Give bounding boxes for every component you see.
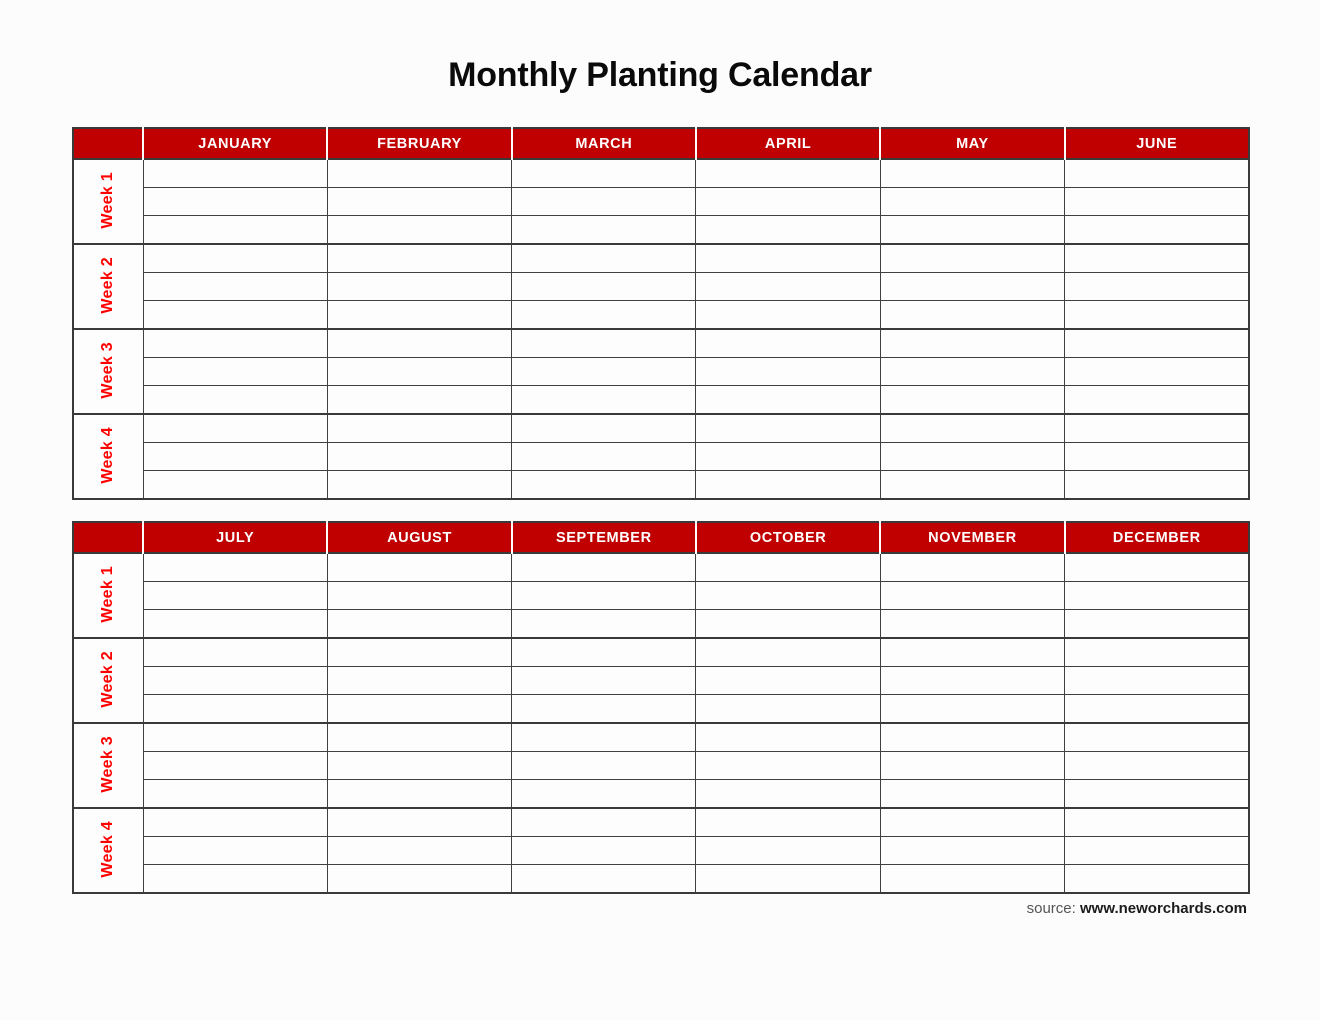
entry-cell[interactable]	[512, 780, 696, 809]
entry-cell[interactable]	[880, 471, 1064, 500]
table-row	[73, 188, 1249, 216]
table-body-second-half	[73, 553, 1249, 893]
entry-cell[interactable]	[512, 471, 696, 500]
entry-cell[interactable]	[327, 837, 511, 865]
entry-cell[interactable]	[512, 414, 696, 443]
table-row	[73, 386, 1249, 415]
entry-cell[interactable]	[696, 638, 880, 667]
entry-cell[interactable]	[1065, 443, 1249, 471]
entry-cell[interactable]	[327, 188, 511, 216]
entry-cell[interactable]	[696, 752, 880, 780]
entry-cell[interactable]	[880, 301, 1064, 330]
month-header-june: JUNE	[1065, 128, 1249, 159]
entry-cell[interactable]	[512, 216, 696, 245]
entry-cell[interactable]	[880, 752, 1064, 780]
week-label-cell-2	[73, 638, 143, 723]
entry-cell[interactable]	[327, 582, 511, 610]
month-header-march: MARCH	[512, 128, 696, 159]
entry-cell[interactable]	[327, 443, 511, 471]
entry-cell[interactable]	[512, 610, 696, 639]
entry-cell[interactable]	[696, 553, 880, 582]
entry-cell[interactable]	[143, 638, 327, 667]
entry-cell[interactable]	[512, 443, 696, 471]
table-row	[73, 329, 1249, 358]
entry-cell[interactable]	[327, 414, 511, 443]
entry-cell[interactable]	[143, 695, 327, 724]
entry-cell[interactable]	[512, 638, 696, 667]
week-label-cell-4	[73, 414, 143, 499]
week-label-cell-1	[73, 553, 143, 638]
entry-cell[interactable]	[880, 667, 1064, 695]
entry-cell[interactable]	[1065, 582, 1249, 610]
entry-cell[interactable]	[1065, 780, 1249, 809]
week-label-cell-3	[73, 329, 143, 414]
entry-cell[interactable]	[143, 808, 327, 837]
month-header-december: DECEMBER	[1065, 522, 1249, 553]
month-header-september: SEPTEMBER	[512, 522, 696, 553]
entry-cell[interactable]	[696, 443, 880, 471]
entry-cell[interactable]	[880, 244, 1064, 273]
table-row	[73, 216, 1249, 245]
table-row	[73, 865, 1249, 894]
entry-cell[interactable]	[1065, 188, 1249, 216]
month-header-august: AUGUST	[327, 522, 511, 553]
entry-cell[interactable]	[143, 188, 327, 216]
entry-cell[interactable]	[512, 808, 696, 837]
entry-cell[interactable]	[696, 808, 880, 837]
entry-cell[interactable]	[327, 865, 511, 894]
table-row	[73, 667, 1249, 695]
entry-cell[interactable]	[143, 865, 327, 894]
table-row	[73, 553, 1249, 582]
entry-cell[interactable]	[143, 443, 327, 471]
entry-cell[interactable]	[512, 723, 696, 752]
month-header-row	[73, 522, 1249, 553]
week-label-text: Week 4	[99, 820, 117, 878]
entry-cell[interactable]	[880, 386, 1064, 415]
entry-cell[interactable]	[1065, 837, 1249, 865]
entry-cell[interactable]	[880, 414, 1064, 443]
table-row	[73, 582, 1249, 610]
entry-cell[interactable]	[880, 159, 1064, 188]
entry-cell[interactable]	[143, 553, 327, 582]
table-row	[73, 808, 1249, 837]
entry-cell[interactable]	[327, 780, 511, 809]
table-row	[73, 244, 1249, 273]
source-url[interactable]: www.neworchards.com	[1080, 900, 1247, 917]
entry-cell[interactable]	[512, 582, 696, 610]
entry-cell[interactable]	[143, 667, 327, 695]
entry-cell[interactable]	[696, 301, 880, 330]
table-row	[73, 638, 1249, 667]
entry-cell[interactable]	[512, 188, 696, 216]
entry-cell[interactable]	[327, 808, 511, 837]
entry-cell[interactable]	[880, 865, 1064, 894]
week-column-header	[73, 522, 143, 553]
entry-cell[interactable]	[143, 837, 327, 865]
month-header-row	[73, 128, 1249, 159]
week-label-cell-1	[73, 159, 143, 244]
entry-cell[interactable]	[1065, 329, 1249, 358]
entry-cell[interactable]	[327, 553, 511, 582]
entry-cell[interactable]	[696, 695, 880, 724]
entry-cell[interactable]	[1065, 865, 1249, 894]
entry-cell[interactable]	[696, 667, 880, 695]
month-header-february: FEBRUARY	[327, 128, 511, 159]
entry-cell[interactable]	[696, 244, 880, 273]
week-label-text: Week 2	[99, 650, 117, 708]
entry-cell[interactable]	[327, 358, 511, 386]
entry-cell[interactable]	[143, 358, 327, 386]
week-label-cell-2	[73, 244, 143, 329]
entry-cell[interactable]	[512, 301, 696, 330]
table-row	[73, 301, 1249, 330]
entry-cell[interactable]	[696, 582, 880, 610]
entry-cell[interactable]	[1065, 723, 1249, 752]
calendar-table-first-half	[72, 127, 1250, 500]
entry-cell[interactable]	[1065, 667, 1249, 695]
entry-cell[interactable]	[143, 582, 327, 610]
entry-cell[interactable]	[880, 837, 1064, 865]
month-header-november: NOVEMBER	[880, 522, 1064, 553]
table-row	[73, 837, 1249, 865]
entry-cell[interactable]	[143, 329, 327, 358]
source-label: source:	[1026, 900, 1076, 917]
entry-cell[interactable]	[880, 638, 1064, 667]
entry-cell[interactable]	[327, 638, 511, 667]
entry-cell[interactable]	[143, 301, 327, 330]
week-label-cell-3	[73, 723, 143, 808]
week-label-cell-4	[73, 808, 143, 893]
entry-cell[interactable]	[880, 553, 1064, 582]
entry-cell[interactable]	[327, 244, 511, 273]
table-row	[73, 780, 1249, 809]
entry-cell[interactable]	[512, 358, 696, 386]
entry-cell[interactable]	[512, 329, 696, 358]
entry-cell[interactable]	[1065, 159, 1249, 188]
entry-cell[interactable]	[1065, 695, 1249, 724]
entry-cell[interactable]	[696, 610, 880, 639]
entry-cell[interactable]	[143, 780, 327, 809]
entry-cell[interactable]	[512, 695, 696, 724]
table-row	[73, 358, 1249, 386]
entry-cell[interactable]	[512, 273, 696, 301]
table-row	[73, 414, 1249, 443]
table-body-first-half	[73, 159, 1249, 499]
entry-cell[interactable]	[1065, 471, 1249, 500]
table-row	[73, 723, 1249, 752]
entry-cell[interactable]	[143, 752, 327, 780]
entry-cell[interactable]	[1065, 301, 1249, 330]
month-header-january: JANUARY	[143, 128, 327, 159]
table-row	[73, 695, 1249, 724]
entry-cell[interactable]	[696, 723, 880, 752]
entry-cell[interactable]	[327, 273, 511, 301]
entry-cell[interactable]	[512, 386, 696, 415]
entry-cell[interactable]	[327, 159, 511, 188]
table-row	[73, 471, 1249, 500]
table-row	[73, 443, 1249, 471]
entry-cell[interactable]	[143, 216, 327, 245]
month-header-may: MAY	[880, 128, 1064, 159]
week-label-text: Week 3	[99, 341, 117, 399]
table-header-first-half	[73, 128, 1249, 159]
source-attribution	[1027, 900, 1247, 917]
month-header-july: JULY	[143, 522, 327, 553]
entry-cell[interactable]	[327, 216, 511, 245]
entry-cell[interactable]	[696, 216, 880, 245]
entry-cell[interactable]	[696, 358, 880, 386]
table-header-second-half	[73, 522, 1249, 553]
entry-cell[interactable]	[143, 244, 327, 273]
entry-cell[interactable]	[327, 752, 511, 780]
month-header-october: OCTOBER	[696, 522, 880, 553]
entry-cell[interactable]	[1065, 386, 1249, 415]
entry-cell[interactable]	[327, 667, 511, 695]
entry-cell[interactable]	[327, 301, 511, 330]
entry-cell[interactable]	[512, 244, 696, 273]
entry-cell[interactable]	[512, 865, 696, 894]
entry-cell[interactable]	[696, 780, 880, 809]
entry-cell[interactable]	[143, 610, 327, 639]
table-row	[73, 273, 1249, 301]
entry-cell[interactable]	[696, 159, 880, 188]
entry-cell[interactable]	[696, 865, 880, 894]
entry-cell[interactable]	[1065, 216, 1249, 245]
entry-cell[interactable]	[1065, 752, 1249, 780]
entry-cell[interactable]	[880, 610, 1064, 639]
table-row	[73, 752, 1249, 780]
entry-cell[interactable]	[327, 695, 511, 724]
week-label-text: Week 1	[99, 171, 117, 229]
week-label-text: Week 3	[99, 735, 117, 793]
entry-cell[interactable]	[327, 329, 511, 358]
entry-cell[interactable]	[880, 443, 1064, 471]
entry-cell[interactable]	[327, 386, 511, 415]
entry-cell[interactable]	[880, 695, 1064, 724]
entry-cell[interactable]	[880, 216, 1064, 245]
entry-cell[interactable]	[143, 414, 327, 443]
entry-cell[interactable]	[1065, 638, 1249, 667]
entry-cell[interactable]	[880, 273, 1064, 301]
entry-cell[interactable]	[143, 386, 327, 415]
week-column-header	[73, 128, 143, 159]
entry-cell[interactable]	[1065, 273, 1249, 301]
entry-cell[interactable]	[327, 471, 511, 500]
entry-cell[interactable]	[696, 386, 880, 415]
week-label-text: Week 1	[99, 565, 117, 623]
table-row	[73, 610, 1249, 639]
entry-cell[interactable]	[880, 358, 1064, 386]
week-label-text: Week 2	[99, 256, 117, 314]
entry-cell[interactable]	[327, 610, 511, 639]
table-row	[73, 159, 1249, 188]
entry-cell[interactable]	[696, 273, 880, 301]
entry-cell[interactable]	[1065, 553, 1249, 582]
entry-cell[interactable]	[696, 837, 880, 865]
entry-cell[interactable]	[327, 723, 511, 752]
entry-cell[interactable]	[880, 780, 1064, 809]
month-header-april: APRIL	[696, 128, 880, 159]
entry-cell[interactable]	[696, 471, 880, 500]
entry-cell[interactable]	[696, 329, 880, 358]
entry-cell[interactable]	[1065, 414, 1249, 443]
entry-cell[interactable]	[696, 414, 880, 443]
entry-cell[interactable]	[143, 159, 327, 188]
entry-cell[interactable]	[880, 723, 1064, 752]
entry-cell[interactable]	[512, 837, 696, 865]
entry-cell[interactable]	[880, 188, 1064, 216]
entry-cell[interactable]	[1065, 610, 1249, 639]
entry-cell[interactable]	[880, 808, 1064, 837]
entry-cell[interactable]	[880, 329, 1064, 358]
entry-cell[interactable]	[1065, 244, 1249, 273]
entry-cell[interactable]	[1065, 808, 1249, 837]
calendar-table-second-half	[72, 521, 1250, 894]
entry-cell[interactable]	[512, 159, 696, 188]
entry-cell[interactable]	[143, 723, 327, 752]
entry-cell[interactable]	[1065, 358, 1249, 386]
page-title: Monthly Planting Calendar	[448, 56, 872, 94]
entry-cell[interactable]	[143, 471, 327, 500]
entry-cell[interactable]	[512, 752, 696, 780]
entry-cell[interactable]	[880, 582, 1064, 610]
entry-cell[interactable]	[512, 667, 696, 695]
entry-cell[interactable]	[512, 553, 696, 582]
entry-cell[interactable]	[696, 188, 880, 216]
entry-cell[interactable]	[143, 273, 327, 301]
week-label-text: Week 4	[99, 426, 117, 484]
